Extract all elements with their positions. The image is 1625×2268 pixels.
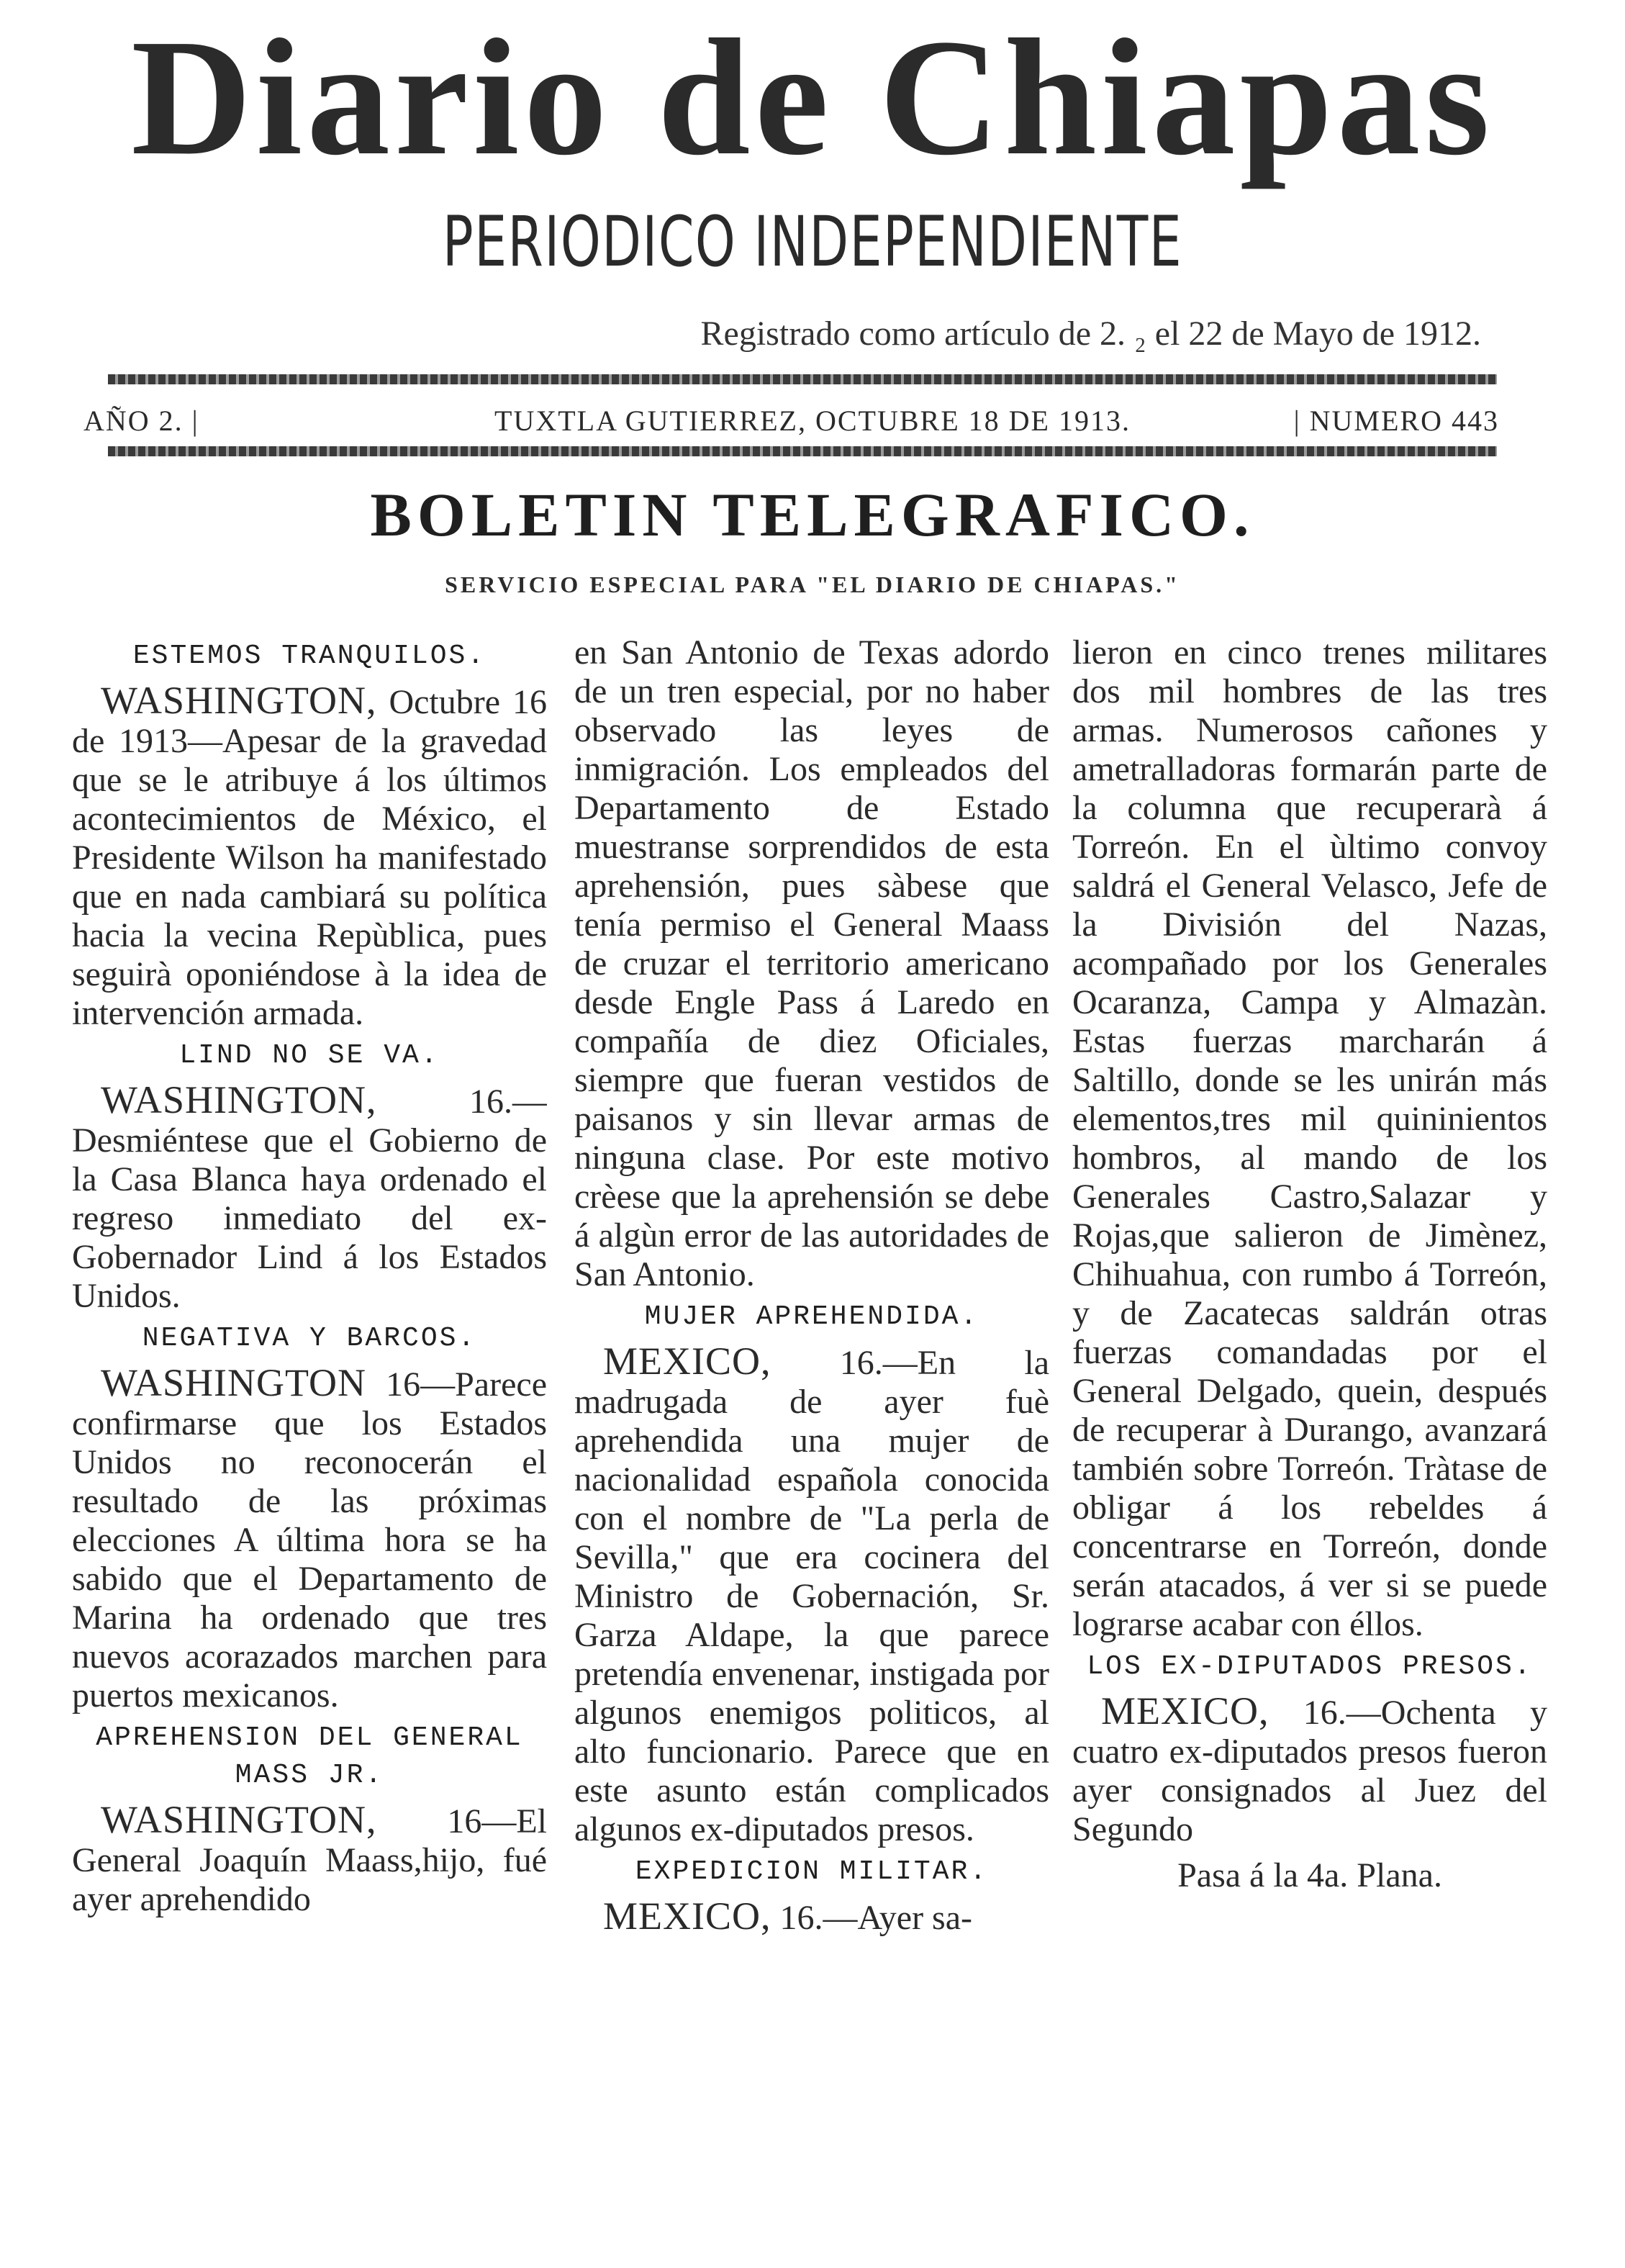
- section-title: BOLETIN TELEGRAFICO.: [370, 480, 1255, 549]
- service-line: SERVICIO ESPECIAL PARA "EL DIARIO DE CHIAPAS.": [445, 571, 1180, 597]
- continued-on-page-note: Pasa á la 4a. Plana.: [1177, 1856, 1442, 1894]
- registration-note: Registrado como artículo de 2. ₂ el 22 de Mayo de 1912.: [700, 315, 1481, 353]
- article-place: WASHINGTON,: [101, 1798, 377, 1841]
- article-heading: LIND NO SE VA.: [179, 1040, 440, 1071]
- article-body: [574, 1339, 1049, 1849]
- article-place: WASHINGTON,: [101, 1078, 377, 1121]
- article-body: [72, 1080, 547, 1316]
- article-text: Octubre 16 de 1913—Apesar de la gravedad que se le atribuye á los últimos acontecimientos de México, el Presidente Wilson ha manifestado que en nada cambiará su política hacia la vecina Repùblica, pues seguirà oponiéndose à la idea de intervención armada.: [72, 683, 547, 1032]
- article-body: [574, 1894, 1049, 1938]
- dateline-number: | NUMERO 443: [1293, 405, 1499, 437]
- top-rule: [108, 374, 1497, 384]
- article-body-continued: en San Antonio de Texas adordo de un tren especial, por no haber observado las leyes de inmigración. Los empleados del Departamento de Estado muestranse sorprendidos de esta aprehensión, pues sàbese que tenía permiso el General Maass de cruzar el territorio americano desde Engle Pass á Laredo en compañía de diez Oficiales, siempre que fueran vestidos de paisanos y sin llevar armas de ninguna clase. Por este motivo crèese que la aprehensión se debe á algùn error de las autoridades de San Antonio.: [574, 633, 1049, 1293]
- article-body: [1072, 1691, 1547, 1849]
- article-text: 16.—En la madrugada de ayer fuè aprehendida una mujer de nacionalidad española conocida con el nombre de "La perla de Sevilla," que era cocinera del Ministro de Gobernación, Sr. Garza Aldape, la que parece pretendía envenenar, instigada por algunos enemigos politicos, al alto funcionario. Parece que en este asunto están complicados algunos ex-diputados presos.: [574, 1344, 1049, 1848]
- article-place: MEXICO,: [603, 1894, 771, 1938]
- article-text: 16.—Desmiéntese que el Gobierno de la Casa Blanca haya ordenado el regreso inmediato del ex-Gobernador Lind á los Estados Unidos.: [72, 1083, 547, 1315]
- dateline-year: AÑO 2. |: [83, 405, 199, 437]
- column-3: [1072, 633, 1547, 2217]
- article-heading: APREHENSION DEL GENERAL MASS JR.: [96, 1722, 523, 1791]
- article-heading: ESTEMOS TRANQUILOS.: [132, 641, 486, 672]
- article-text: 16.—Ochenta y cuatro ex-diputados presos fueron ayer consignados al Juez del Segundo: [1072, 1694, 1547, 1848]
- bottom-rule: [108, 446, 1497, 456]
- article-body-continued: lieron en cinco trenes militares dos mil hombres de las tres armas. Numerosos cañones y ametralladoras formarán parte de la columna que recuperarà á Torreón. En el ùltimo convoy saldrá el General Velasco, Jefe de la División del Nazas, acompañado por los Generales Ocaranza, Campa y Almazàn. Estas fuerzas marcharán á Saltillo, donde se les unirán más elementos,tres mil quininientos hombros, al mando de los Generales Castro,Salazar y Rojas,que salieron de Jimènez, Chihuahua, con rumbo á Torreón, y de Zacatecas saldrán otras fuerzas comandadas por el General Delgado, quein, después de recuperar à Durango, avanzará también sobre Torreón. Tràtase de obligar á los rebeldes á concentrarse en Torreón, donde serán atacados, á ver si se puede lograrse acabar con éllos.: [1072, 633, 1547, 1643]
- article-text: 16—El General Joaquín Maass,hijo, fué ayer aprehendido: [72, 1802, 547, 1918]
- article-place: MEXICO,: [1101, 1689, 1269, 1732]
- article-place: MEXICO,: [603, 1339, 771, 1383]
- article-heading: MUJER APREHENDIDA.: [644, 1301, 979, 1332]
- masthead-subtitle: PERIODICO INDEPENDIENTE: [442, 202, 1183, 282]
- article-text: 16—Parece confirmarse que los Estados Unidos no reconocerán el resultado de las próximas elecciones A última hora se ha sabido que el Departamento de Marina ha ordenado que tres nuevos acorazados marchen para puertos mexicanos.: [72, 1365, 547, 1714]
- article-heading: EXPEDICION MILITAR.: [635, 1856, 989, 1887]
- article-body: [72, 681, 547, 1033]
- column-2: [574, 633, 1049, 2217]
- column-1: [72, 633, 547, 2217]
- article-text: 16.—Ayer sa-: [779, 1899, 973, 1937]
- article-heading: LOS EX-DIPUTADOS PRESOS.: [1087, 1651, 1533, 1682]
- article-place: WASHINGTON: [101, 1361, 366, 1404]
- dateline-place-date: TUXTLA GUTIERREZ, OCTUBRE 18 DE 1913.: [494, 405, 1131, 437]
- article-place: WASHINGTON,: [101, 679, 377, 722]
- masthead-title: Diario de Chiapas: [131, 5, 1494, 190]
- article-heading: NEGATIVA Y BARCOS.: [142, 1323, 477, 1354]
- article-body: [72, 1363, 547, 1715]
- article-body: [72, 1800, 547, 1919]
